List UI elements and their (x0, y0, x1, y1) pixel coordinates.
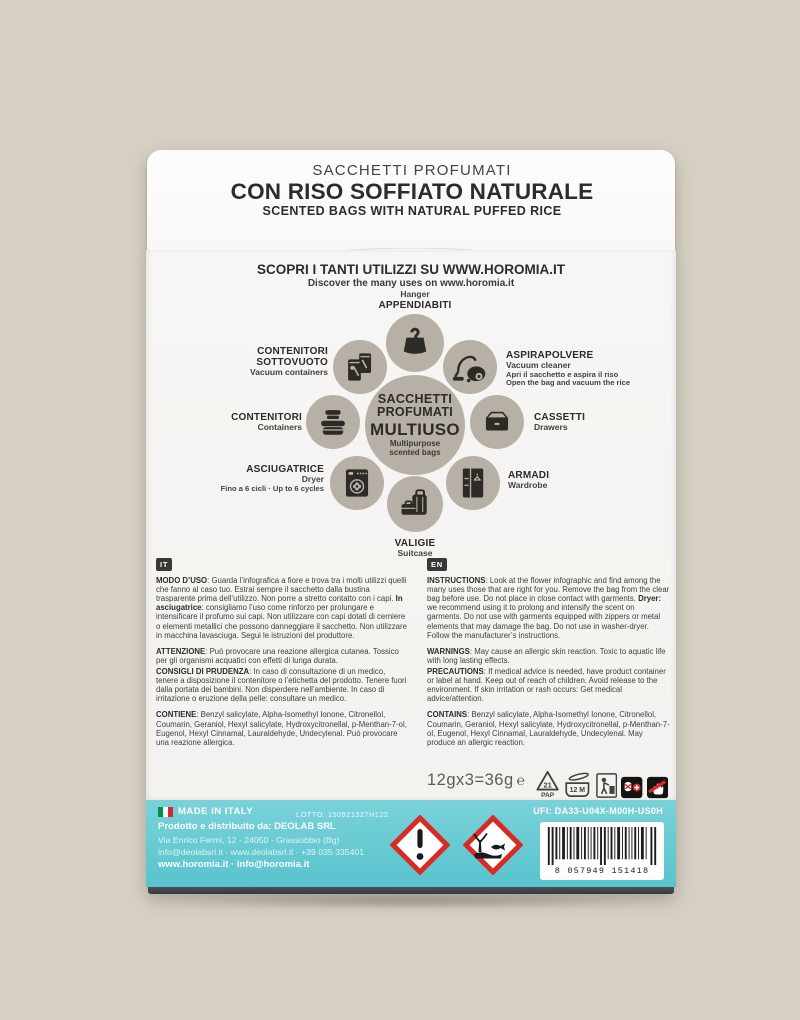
pap-code-text: 21 (543, 780, 552, 790)
ufi-label: UFI: (533, 806, 552, 816)
tidyman-icon (596, 772, 617, 799)
wardrobe-label-it: ARMADI (508, 470, 550, 481)
hanger-label-it: APPENDIABITI (378, 299, 452, 311)
vacuum-containers-label-it2: SOTTOVUOTO (256, 357, 328, 369)
wardrobe-label (508, 470, 638, 491)
center-line-3: MULTIUSO (370, 419, 460, 439)
suitcase-label (315, 538, 515, 559)
product-title: CON RISO SOFFIATO NATURALE (230, 179, 594, 204)
suitcase-label-en: Suitcase (397, 548, 433, 559)
manufacturer-block (158, 822, 364, 869)
estimated-sign: ℮ (516, 772, 526, 788)
package-bottom-edge (148, 887, 674, 894)
dryer-note: Fino a 6 cicli · Up to 6 cycles (220, 483, 324, 493)
dryer-label-en: Dryer (301, 474, 324, 485)
drawers-label-it: CASSETTI (534, 412, 586, 423)
dryer-icon (340, 466, 374, 500)
containers-label-it: CONTENITORI (231, 412, 302, 423)
vacuum-cleaner-label-it: ASPIRAPOLVERE (506, 350, 594, 361)
containers-petal (306, 395, 360, 449)
stacked-containers-icon (316, 405, 350, 439)
barcode-digits: 8 057949 151418 (554, 866, 650, 876)
wardrobe-label-en: Wardrobe (508, 480, 548, 491)
it-precautions-paragraph: CONSIGLI DI PRUDENZA: In caso di consultazione di un medico, tenere a disposizione il contenitore o l’etichetta del prodotto. Tenere fuori dalla portata dei bambini. Non disperdere nell’ambiente. In caso di irritazione o eruzione della pelle: consultare un medico. (156, 666, 407, 704)
dryer-label-it: ASCIUGATRICE (246, 464, 324, 475)
lot-number: LOTTO: 150921327H122 (296, 810, 389, 819)
hanger-label-en: Hanger (400, 289, 430, 299)
wardrobe-icon (456, 466, 490, 500)
packaging-symbols-row (536, 769, 668, 799)
vacuum-containers-label-it1: CONTENITORI (257, 346, 328, 357)
center-line-1: SACCHETTI (377, 391, 453, 406)
drawers-petal (470, 395, 524, 449)
lang-badge-it: IT (156, 558, 172, 571)
it-contains-paragraph: CONTIENE: Benzyl salicylate, Alpha-Isomethyl Ionone, Citronellol, Coumarin, Geraniol, Hexyl salicylate, Hydroxycitronellal, p-Menthan-7-ol, Eugenol, Hexyl Cinnamal, Lauraldehyde, Undecylenal. Può provocare una reazione allergica. (156, 710, 407, 747)
suitcases-icon (397, 486, 433, 522)
center-sub-1: Multipurpose (389, 439, 441, 449)
italian-text-column (156, 576, 408, 749)
ghs-environment-pictogram (463, 815, 523, 880)
seek-medical-advice-icon (621, 776, 642, 799)
drawers-label-en: Drawers (534, 422, 568, 433)
product-package-back (146, 150, 676, 894)
vacuum-bags-icon (343, 350, 377, 384)
keep-away-from-children-icon (647, 776, 668, 799)
manufacturer-contacts: info@deolabsrl.it · www.deolabsrl.it · +39 035 335401 (158, 846, 365, 857)
center-sub-2: scented bags (389, 448, 441, 458)
en-contains-paragraph: CONTAINS: Benzyl salicylate, Alpha-Isomethyl Ionone, Citronellol, Coumarin, Geraniol, Hexyl salicylate, Hydroxycitronellal, p-Menthan-7-ol, Eugenol, Hexyl Cinnamal, Lauraldehyde, Undecylenal. May produce an allergic reaction. (427, 710, 670, 747)
italy-flag-icon (158, 807, 173, 817)
drawers-label (534, 412, 664, 433)
hanger-icon (397, 325, 433, 361)
vacuum-cleaner-note-en: Open the bag and vacuum the rice (506, 378, 631, 388)
dryer-petal (330, 456, 384, 510)
wardrobe-petal (446, 456, 500, 510)
suitcase-label-it: VALIGIE (394, 538, 436, 549)
vacuum-containers-label (168, 346, 328, 378)
ghs07-exclamation-icon (390, 815, 450, 875)
product-kicker: SACCHETTI PROFUMATI (312, 162, 512, 179)
manufacturer-name: Prodotto e distribuito da: DEOLAB SRL (158, 821, 336, 832)
made-in-italy-text: MADE IN ITALY (178, 806, 254, 817)
net-weight (427, 771, 526, 790)
en-precautions-paragraph: PRECAUTIONS: If medical advice is needed, have product container or label at hand. Keep out of reach of children. Avoid release to the environment. If skin irritation or rash occurs: Get medical advice/attention. (427, 666, 666, 704)
suitcase-petal (387, 476, 443, 532)
center-line-2: PROFUMATI (376, 405, 454, 420)
containers-label (152, 412, 302, 433)
en-instructions-paragraph: INSTRUCTIONS: Look at the flower infographic and find among the many uses those that are right for you. Remove the bag from the clear bag before use. Do not place in close contact with garments. Dryer: we recommend using it to prolong and intensify the scent on garments. Do not use with garments equipped with zippers or metal elements that may damage the bag. Do not use in washer-dryer. Follow the manufacturer’s instructions. (427, 576, 670, 640)
net-weight-value: 12gx3=36g (427, 771, 514, 789)
ufi-code (533, 806, 663, 816)
hanger-petal (386, 314, 444, 372)
drawer-icon (480, 405, 514, 439)
containers-label-en: Containers (257, 422, 302, 433)
english-text-column (427, 576, 670, 749)
it-warning-paragraph: ATTENZIONE: Può provocare una reazione allergica cutanea. Tossico per gli organismi acquatici con effetti di lunga durata. (156, 646, 399, 665)
barcode (540, 822, 664, 880)
it-usage-paragraph: MODO D’USO: Guarda l’infografica a fiore e trova tra i molti utilizzi quelli che fanno al caso tuo. Estrai sempre il sacchetto dalla bustina trasparente prima dell’utilizzo. Non porre a stretto contatto con i capi. In asciugatrice: consigliamo l’uso come rinforzo per prolungare e intensificare il profumo sui capi. Non utilizzare con capi dotati di cerniere o elementi metallici che possono danneggiare il sacchetto. Non utilizzare in macchina lavasciuga. Segui le istruzioni del produttore. (156, 576, 407, 640)
vacuum-cleaner-label-en: Vacuum cleaner (506, 360, 571, 371)
vacuum-containers-petal (333, 340, 387, 394)
barcode-bars-icon (545, 827, 659, 865)
en-warnings-paragraph: WARNINGS: May cause an allergic skin reaction. Toxic to aquatic life with long lasting effects. (427, 646, 666, 665)
pao-12m-icon (563, 771, 592, 799)
vacuum-containers-label-en: Vacuum containers (250, 367, 328, 378)
vacuum-cleaner-icon (452, 349, 488, 385)
product-subtitle: SCENTED BAGS WITH NATURAL PUFFED RICE (262, 204, 562, 218)
top-flap (147, 150, 675, 252)
package-ground-shadow (152, 893, 672, 909)
ghs-exclamation-pictogram (390, 815, 450, 880)
vacuum-cleaner-petal (443, 340, 497, 394)
made-in-italy-row (158, 806, 253, 817)
discover-line-en: Discover the many uses on www.horomia.it (307, 278, 515, 289)
multipurpose-center-circle (365, 375, 465, 475)
brand-website: www.horomia.it · info@horomia.it (158, 858, 310, 870)
lang-badge-en: EN (427, 558, 447, 571)
ghs09-environment-icon (463, 815, 523, 875)
vacuum-cleaner-label (506, 350, 668, 388)
ufi-value: DA33-U04X-M00H-US0H (554, 806, 663, 816)
pap-recycling-icon (536, 769, 559, 799)
pap-label-text: PAP (541, 791, 555, 799)
manufacturer-address: Via Enrico Fermi, 12 - 24050 - Grassobbio (Bg) (158, 834, 340, 845)
vacuum-cleaner-note-it: Apri il sacchetto e aspira il riso (506, 369, 619, 379)
pao-label-text: 12 M (569, 786, 586, 794)
dryer-label (164, 464, 324, 493)
hanger-label (315, 290, 515, 311)
discover-line-it: SCOPRI I TANTI UTILIZZI SU WWW.HOROMIA.IT (257, 262, 565, 277)
